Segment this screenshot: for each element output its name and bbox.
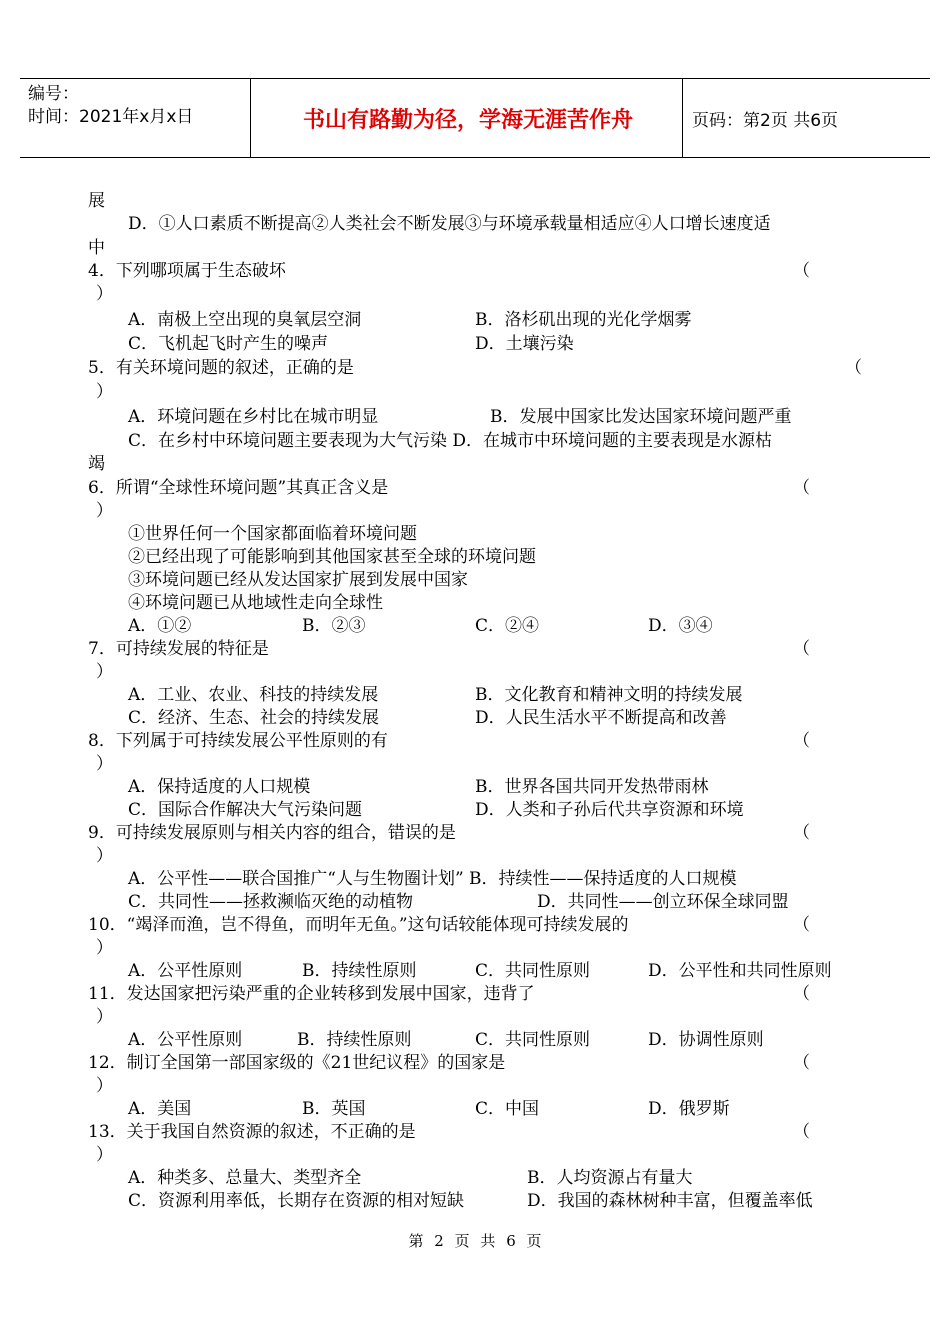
option-d: D．土壤污染 <box>475 334 574 354</box>
option-c: C．②④ <box>475 616 540 636</box>
footer-ye: 页 <box>454 1232 470 1250</box>
header-page-code: 页码：第2页 共6页 <box>692 110 839 131</box>
header-meta <box>28 83 193 129</box>
text-line: 中 <box>88 238 105 258</box>
option-d: D．人民生活水平不断提高和改善 <box>475 708 727 728</box>
option-c: C．资源利用率低，长期存在资源的相对短缺 <box>128 1191 465 1211</box>
answer-paren-open: （ <box>793 915 810 935</box>
answer-paren-close: ） <box>96 284 113 304</box>
option-b: B．世界各国共同开发热带雨林 <box>475 777 709 797</box>
option-b: B．②③ <box>302 616 366 636</box>
answer-paren-open: （ <box>793 639 810 659</box>
option-a: A．保持适度的人口规模 <box>128 777 311 797</box>
option-d: D．我国的森林树种丰富，但覆盖率低 <box>527 1191 813 1211</box>
option-d: D．协调性原则 <box>648 1030 764 1050</box>
option-ab: A．公平性——联合国推广“人与生物圈计划” B．持续性——保持适度的人口规模 <box>128 869 737 889</box>
page-footer <box>0 1230 950 1251</box>
answer-paren-close: ） <box>96 754 113 774</box>
statement-1: ①世界任何一个国家都面临着环境问题 <box>128 524 417 544</box>
option-c: C．国际合作解决大气污染问题 <box>128 800 363 820</box>
option-c: C．共同性原则 <box>475 961 591 981</box>
question-5: 5．有关环境问题的叙述，正确的是 <box>88 358 354 378</box>
option-a: A．环境问题在乡村比在城市明显 <box>128 407 379 427</box>
answer-paren-close: ） <box>96 938 113 958</box>
option-b: B．发展中国家比发达国家环境问题严重 <box>490 407 792 427</box>
option-b: B．洛杉矶出现的光化学烟雾 <box>475 310 692 330</box>
option-d: D．③④ <box>648 616 713 636</box>
option-c: C．经济、生态、社会的持续发展 <box>128 708 380 728</box>
option-b: B．持续性原则 <box>302 961 417 981</box>
option-a: A．公平性原则 <box>128 1030 243 1050</box>
answer-paren-close: ） <box>96 1076 113 1096</box>
option-c: C．共同性——拯救濒临灭绝的动植物 <box>128 892 414 912</box>
option-d: D．俄罗斯 <box>648 1099 730 1119</box>
answer-paren-close: ） <box>96 382 113 402</box>
option-a: A．美国 <box>128 1099 192 1119</box>
answer-paren-open: （ <box>793 731 810 751</box>
option-a: A．公平性原则 <box>128 961 243 981</box>
option-a: A．南极上空出现的臭氧层空洞 <box>128 310 362 330</box>
statement-2: ②已经出现了可能影响到其他国家甚至全球的环境问题 <box>128 547 536 567</box>
option-d: D．公平性和共同性原则 <box>648 961 832 981</box>
time-label: 时间：2021年x月x日 <box>28 107 194 127</box>
question-11: 11．发达国家把污染严重的企业转移到发展中国家，违背了 <box>88 984 535 1004</box>
question-8: 8．下列属于可持续发展公平性原则的有 <box>88 731 388 751</box>
option-cd: C．在乡村中环境问题主要表现为大气污染 D．在城市中环境问题的主要表现是水源枯 <box>128 431 773 451</box>
text-line: 展 <box>88 191 105 211</box>
answer-paren-open: （ <box>845 358 862 378</box>
footer-total-pages: 6 <box>506 1232 516 1250</box>
option-a: A．工业、农业、科技的持续发展 <box>128 685 379 705</box>
footer-ye: 页 <box>526 1232 542 1250</box>
header-motto: 书山有路勤为径，学海无涯苦作舟 <box>302 106 633 133</box>
answer-paren-open: （ <box>793 478 810 498</box>
question-6: 6．所谓“全球性环境问题”其真正含义是 <box>88 478 389 498</box>
answer-paren-close: ） <box>96 501 113 521</box>
question-7: 7．可持续发展的特征是 <box>88 639 269 659</box>
option-b: B．英国 <box>302 1099 366 1119</box>
question-13: 13．关于我国自然资源的叙述，不正确的是 <box>88 1122 416 1142</box>
option-c: C．共同性原则 <box>475 1030 591 1050</box>
footer-di: 第 <box>408 1232 424 1250</box>
answer-paren-open: （ <box>793 984 810 1004</box>
page-header <box>20 78 930 158</box>
option-a: A．种类多、总量大、类型齐全 <box>128 1168 362 1188</box>
statement-3: ③环境问题已经从发达国家扩展到发展中国家 <box>128 570 468 590</box>
answer-paren-open: （ <box>793 823 810 843</box>
answer-paren-close: ） <box>96 1007 113 1027</box>
footer-gong: 共 <box>480 1232 496 1250</box>
option-b: B．人均资源占有量大 <box>527 1168 693 1188</box>
question-9: 9．可持续发展原则与相关内容的组合，错误的是 <box>88 823 456 843</box>
text-line: D．①人口素质不断提高②人类社会不断发展③与环境承载量相适应④人口增长速度适 <box>128 214 771 234</box>
answer-paren-close: ） <box>96 846 113 866</box>
footer-page-number: 2 <box>434 1232 444 1250</box>
question-10: 10．“竭泽而渔，岂不得鱼，而明年无鱼。”这句话较能体现可持续发展的 <box>88 915 629 935</box>
answer-paren-open: （ <box>793 1053 810 1073</box>
option-b: B．持续性原则 <box>297 1030 412 1050</box>
question-12: 12．制订全国第一部国家级的《21世纪议程》的国家是 <box>88 1053 506 1073</box>
option-b: B．文化教育和精神文明的持续发展 <box>475 685 743 705</box>
number-label: 编号： <box>28 84 79 104</box>
answer-paren-open: （ <box>793 1122 810 1142</box>
header-divider <box>682 79 683 157</box>
answer-paren-close: ） <box>96 1145 113 1165</box>
statement-4: ④环境问题已从地域性走向全球性 <box>128 593 383 613</box>
option-d: D．共同性——创立环保全球同盟 <box>537 892 789 912</box>
option-c: C．中国 <box>475 1099 540 1119</box>
answer-paren-close: ） <box>96 662 113 682</box>
option-c: C．飞机起飞时产生的噪声 <box>128 334 329 354</box>
answer-paren-open: （ <box>793 261 810 281</box>
question-4: 4．下列哪项属于生态破坏 <box>88 261 286 281</box>
text-line: 竭 <box>88 454 105 474</box>
option-d: D．人类和子孙后代共享资源和环境 <box>475 800 744 820</box>
header-divider <box>250 79 251 157</box>
option-a: A．①② <box>128 616 192 636</box>
